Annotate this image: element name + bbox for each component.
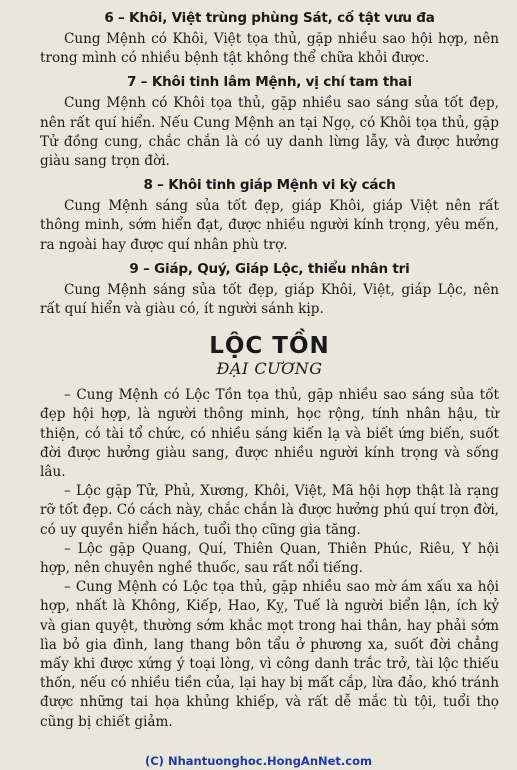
paragraph-1: – Cung Mệnh có Lộc Tồn tọa thủ, gặp nhiều sao sáng sủa tốt đẹp hội hợp, là người thông minh, học rộng, tính nhân hậu, từ thiện, có tài tổ chức, có nhiều sáng kiến lạ và biết ứng biến, suốt đời được hưởng giàu sang, được nhiều người kính trọng và sống lâu. bbox=[40, 387, 499, 481]
section-heading-8: 8 – Khôi tinh giáp Mệnh vi kỳ cách bbox=[143, 177, 396, 194]
chapter-body bbox=[40, 386, 499, 732]
website-watermark: (C) Nhantuonghoc.HongAnNet.com bbox=[144, 754, 372, 768]
section-heading-6: 6 – Khôi, Việt trùng phùng Sát, cố tật vưu đa bbox=[104, 10, 435, 26]
paragraph-4: – Cung Mệnh có Lộc tọa thủ, gặp nhiều sao mờ ám xấu xa hội hợp, nhất là Không, Kiếp, Hao, Kỵ, Tuế là người biển lận, ích kỷ và gian quyệt, thường sớm khắc mọt trong hai thân, hay phải sớm lìa bỏ gia đình, lang thang bôn tẩu ở phương xa, suốt đời chẳng mấy khi được xứng ý toại lòng, vì công danh trắc trở, tài lộc thiếu thốn, nếu có nhiều tiền của, lại hay bị mất cắp, lừa đảo, khó tránh được những tai họa khủng khiếp, và rất dễ mắc tù tội, tuổi thọ cũng bị chiết giảm. bbox=[40, 579, 499, 730]
section-heading-9: 9 – Giáp, Quý, Giáp Lộc, thiểu nhân tri bbox=[129, 260, 410, 277]
chapter-subtitle: ĐẠI CƯƠNG bbox=[216, 359, 323, 379]
section-body-6: Cung Mệnh có Khôi, Việt tọa thủ, gặp nhiều sao hội hợp, nên trong mình có nhiều bệnh tật không thể chữa khỏi được. bbox=[40, 31, 499, 67]
paragraph-3: – Lộc gặp Quang, Quí, Thiên Quan, Thiên Phúc, Riêu, Y hội hợp, nên chuyên nghề thuốc, sau rất nổi tiếng. bbox=[40, 540, 499, 577]
section-body-9: Cung Mệnh sáng sủa tốt đẹp, giáp Khôi, Việt, giáp Lộc, nên rất quí hiển và giàu có, ít người sánh kịp. bbox=[40, 281, 499, 318]
section-body-7: Cung Mệnh có Khôi tọa thủ, gặp nhiều sao sáng sủa tốt đẹp, nên rất quí hiển. Nếu Cung Mệnh an tại Ngọ, có Khôi tọa thủ, gặp Tử đồng cung, chắc chắn là có uy danh lừng lẫy, và được hưởng giàu sang trọn đời. bbox=[40, 95, 499, 170]
section-heading-7: 7 – Khôi tinh lâm Mệnh, vị chí tam thai bbox=[127, 74, 412, 91]
section-body-8: Cung Mệnh sáng sủa tốt đẹp, giáp Khôi, giáp Việt nên rất thông minh, sớm hiển đạt, được nhiều người kính trọng, yêu mến, ra ngoài hay được quí nhân phù trợ. bbox=[40, 198, 499, 253]
paragraph-2: – Lộc gặp Tử, Phủ, Xương, Khôi, Việt, Mã hội hợp thật là rạng rỡ tốt đẹp. Có cách này, chắc chắn là được hưởng phú quí trọn đời, có uy quyền hiển hách, tuổi thọ cũng gia tăng. bbox=[40, 483, 499, 538]
chapter-title: LỘC TỒN bbox=[209, 333, 330, 360]
